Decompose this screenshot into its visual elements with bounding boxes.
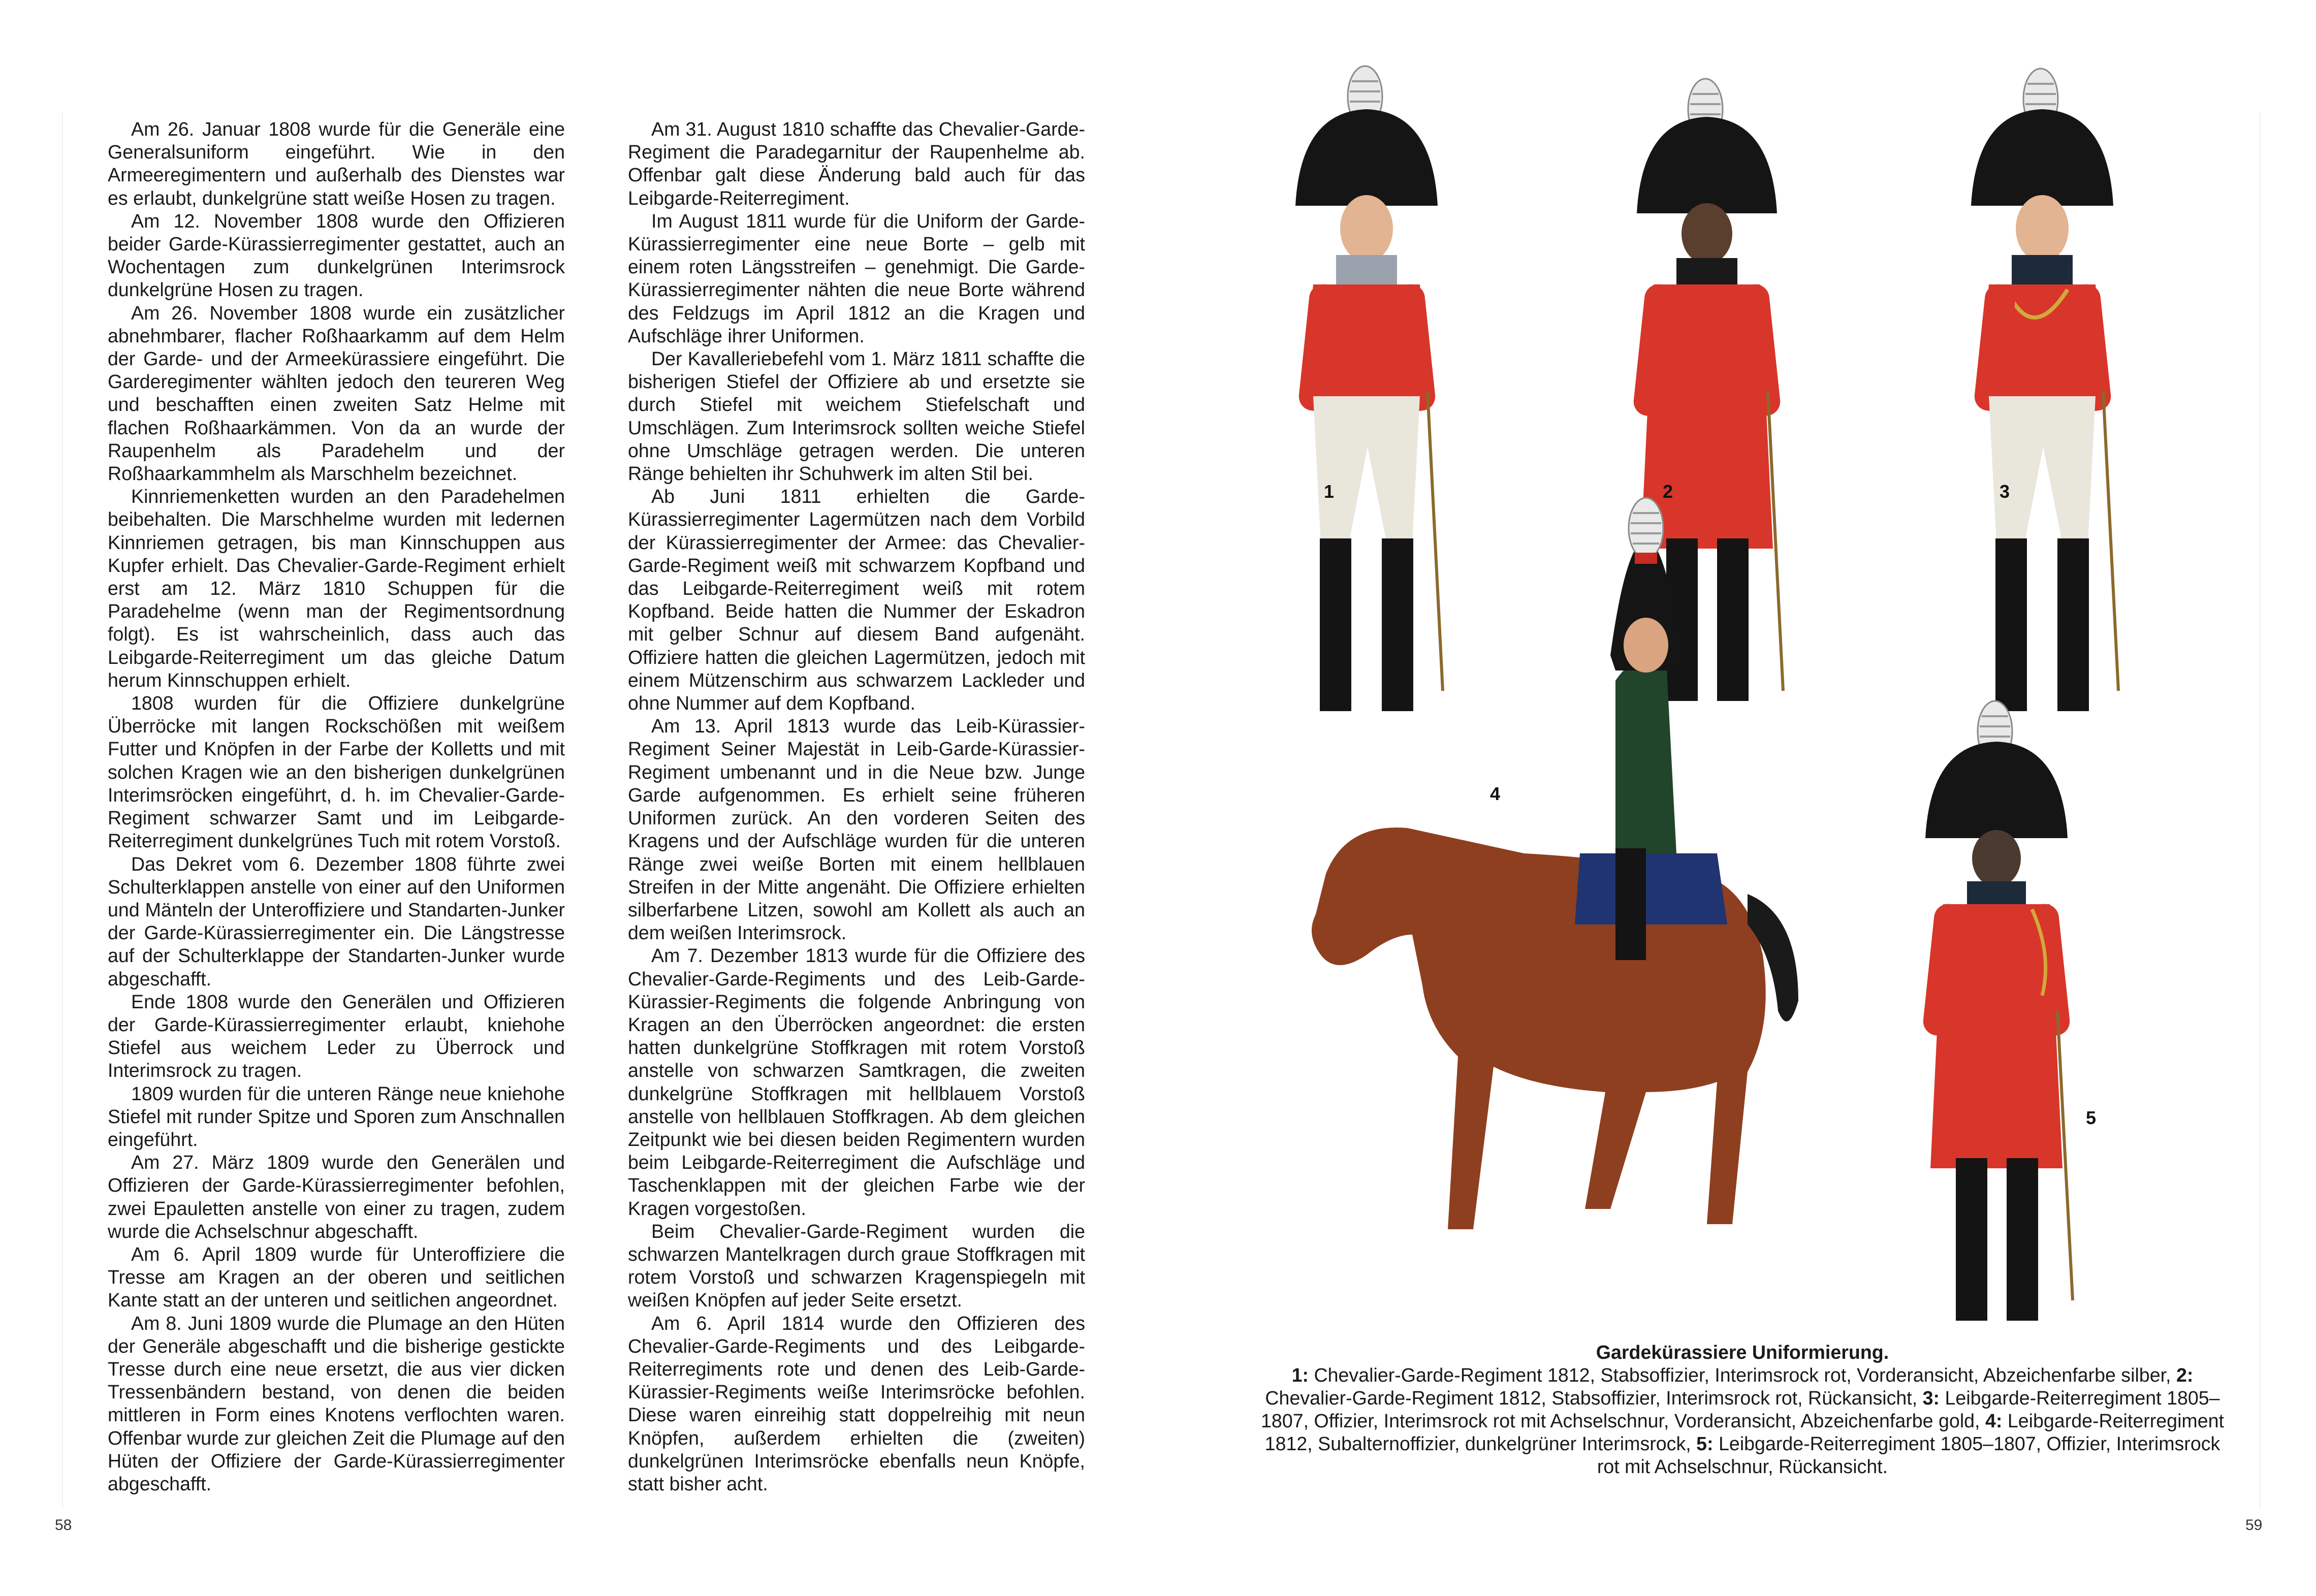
caption-num-2: 2: <box>2176 1364 2194 1386</box>
plate-caption <box>1260 1341 2225 1478</box>
paragraph: Ab Juni 1811 erhielten die Garde-Kürassierregimenter Lagermützen nach dem Vorbild der Kürassierregimenter der Armee: das Chevalier-Garde-Regiment weiß mit schwarzem Kopfband und das Leibgarde-Reiterregiment weiß mit rotem Kopfband. Beide hatten die Nummer der Eskadron mit gelber Schnur auf diesem Band aufgenäht. Offiziere hatten die gleichen Lagermützen, jedoch mit einem Mützenschirm aus schwarzem Lackleder und ohne Nummer auf dem Kopfband. <box>628 486 1085 714</box>
figure-label-2: 2 <box>1663 481 1673 502</box>
paragraph: Am 8. Juni 1809 wurde die Plumage an den Hüten der Generäle abgeschafft und die bisherige gestickte Tresse durch eine neue ersetzt, die aus vier dicken Tressenbändern bestand, von denen die beiden mittleren in Form eines Knotens verflochten waren. Offenbar wurde zur gleichen Zeit die Plumage auf den Hüten der Offiziere der Garde-Kürassierregimenter abgeschafft. <box>108 1312 565 1494</box>
figure-1-officer-front <box>1295 66 1443 711</box>
paragraph: Der Kavalleriebefehl vom 1. März 1811 schaffte die bisherigen Stiefel der Offiziere ab und ersetzte sie durch Stiefel mit weichem Stiefelschaft und Umschlägen. Zum Interimsrock sollten weiche Stiefel ohne Umschläge getragen werden. Die unteren Ränge behielten ihr Schuhwerk im alten Stil bei. <box>628 348 1085 485</box>
left-page-column-1 <box>108 118 565 1495</box>
figure-label-3: 3 <box>2000 481 2010 502</box>
figure-3-officer-front-aiguillette <box>1971 69 2118 711</box>
paragraph: Am 26. Januar 1808 wurde für die Generäle eine Generalsuniform eingeführt. Wie in den Armeeregimentern und außerhalb des Dienstes war es erlaubt, dunkelgrüne statt weiße Hosen zu tragen. <box>108 118 565 209</box>
paragraph: Im August 1811 wurde für die Uniform der Garde-Kürassierregimenter eine neue Borte – gelb mit einem roten Längsstreifen – genehmigt. Die Garde-Kürassierregimenter nähten die neue Borte während des Feldzugs im April 1812 an die Kragen und Aufschläge ihrer Uniformen. <box>628 210 1085 346</box>
caption-num-1: 1: <box>1291 1364 1309 1386</box>
paragraph: Am 13. April 1813 wurde das Leib-Kürassier-Regiment Seiner Majestät in Leib-Garde-Kürassier-Regiment umbenannt und in die Neue bzw. Junge Garde aufgenommen. Es erhielt seine früheren Uniformen zurück. An den vorderen Seiten des Kragens und der Aufschläge wurden für die unteren Ränge zwei weiße Borten mit einem hellblauen Streifen in der Mitte angenäht. Die Offiziere erhielten silberfarbene Litzen, sowohl am Kollett als auch an dem weißen Interimsrock. <box>628 715 1085 944</box>
paragraph: Am 7. Dezember 1813 wurde für die Offiziere des Chevalier-Garde-Regiments und des Leib-Garde-Kürassier-Regiments die folgende Anbringung von Kragen an den Überröcken angeordnet: die ersten hatten dunkelgrüne Stoffkragen mit rotem Vorstoß anstelle von schwarzen Samtkragen, die zweiten dunkelgrüne Stoffkragen mit hellblauem Vorstoß anstelle von hellblauen Stoffkragen. Ab dem gleichen Zeitpunkt wie bei diesen beiden Regimentern wurden beim Leibgarde-Reiterregiment die Aufschläge und Taschenklappen mit der gleichen Farbe wie der Kragen vorgestoßen. <box>628 945 1085 1219</box>
paragraph: 1809 wurden für die unteren Ränge neue kniehohe Stiefel mit runder Spitze und Sporen zum Anschnallen eingeführt. <box>108 1082 565 1150</box>
caption-entry-3: Leibgarde-Reiterregiment 1805–1807, Offizier, Interimsrock rot mit Achselschnur, Vorderansicht, Abzeichenfarbe gold, <box>1261 1387 2220 1431</box>
caption-entry-1: Chevalier-Garde-Regiment 1812, Stabsoffizier, Interimsrock rot, Vorderansicht, Abzeichenfarbe silber, <box>1314 1364 2171 1386</box>
caption-num-4: 4: <box>1985 1410 2003 1431</box>
caption-num-3: 3: <box>1922 1387 1940 1409</box>
caption-entry-4: Leibgarde-Reiterregiment 1812, Subalternoffizier, dunkelgrüner Interimsrock, <box>1264 1410 2224 1454</box>
caption-title: Gardekürassiere Uniformierung. <box>1596 1342 1889 1363</box>
paragraph: Ende 1808 wurde den Generälen und Offizieren der Garde-Kürassierregimenter erlaubt, kniehohe Stiefel aus weichem Leder zu Überrock und Interimsrock zu tragen. <box>108 991 565 1081</box>
paragraph: Am 12. November 1808 wurde den Offizieren beider Garde-Kürassierregimenter gestattet, auch an Wochentagen zum dunkelgrünen Interimsrock dunkelgrüne Hosen zu tragen. <box>108 210 565 301</box>
paragraph: Am 27. März 1809 wurde den Generälen und Offizieren der Garde-Kürassierregimenter befohlen, zwei Epauletten anstelle von einer zu tragen, zudem wurde die Achselschnur abgeschafft. <box>108 1152 565 1242</box>
page-number-right: 59 <box>2245 1517 2263 1534</box>
right-margin-rule <box>2260 112 2261 1509</box>
paragraph: Beim Chevalier-Garde-Regiment wurden die schwarzen Mantelkragen durch graue Stoffkragen mit rotem Vorstoß und schwarzen Kragenspiegeln mit weißen Knöpfen auf jeder Seite ersetzt. <box>628 1220 1085 1311</box>
paragraph: Am 6. April 1814 wurde den Offizieren des Chevalier-Garde-Regiments und des Leibgarde-Reiterregiments rote und denen des Leib-Garde-Kürassier-Regiments weiße Interimsröcke befohlen. Diese waren einreihig statt doppelreihig mit neun Knöpfen, außerdem erhielten die (zweiten) dunkelgrünen Interimsröcke ebenfalls neun Knöpfe, statt bisher acht. <box>628 1312 1085 1494</box>
paragraph: Am 26. November 1808 wurde ein zusätzlicher abnehmbarer, flacher Roßhaarkamm auf dem Helm der Garde- und der Armeekürassiere eingeführt. Die Garderegimenter wählten jedoch den teureren Weg und beschafften einen zweiten Satz Helme mit flachen Roßhaarkämmen. Von da an wurde der Raupenhelm als Paradehelm und der Roßhaarkammhelm als Marschhelm bezeichnet. <box>108 302 565 485</box>
paragraph: Am 31. August 1810 schaffte das Chevalier-Garde-Regiment die Paradegarnitur der Raupenhelme ab. Offenbar galt diese Änderung bald auch für das Leibgarde-Reiterregiment. <box>628 118 1085 209</box>
figure-label-1: 1 <box>1324 481 1335 502</box>
paragraph: Am 6. April 1809 wurde für Unteroffiziere die Tresse am Kragen an der oberen und seitlichen Kante statt an der unteren und seitlichen angeordnet. <box>108 1243 565 1311</box>
figure-label-5: 5 <box>2086 1107 2097 1128</box>
caption-entry-2: Chevalier-Garde-Regiment 1812, Stabsoffizier, Interimsrock rot, Rückansicht, <box>1265 1387 1918 1409</box>
left-page-column-2 <box>628 118 1085 1495</box>
page-number-left: 58 <box>55 1517 72 1534</box>
caption-num-5: 5: <box>1696 1433 1714 1454</box>
caption-entry-5: Leibgarde-Reiterregiment 1805–1807, Offizier, Interimsrock rot mit Achselschnur, Rückansicht. <box>1597 1433 2220 1477</box>
uniform-illustration-plate <box>1260 61 2225 1341</box>
figure-label-4: 4 <box>1490 783 1501 804</box>
left-margin-rule <box>62 112 63 1509</box>
uniform-illustrations <box>1260 61 2225 1341</box>
paragraph: 1808 wurden für die Offiziere dunkelgrüne Überröcke mit langen Rockschößen mit weißem Futter und Knöpfen in der Farbe der Kolletts und mit solchen Kragen wie an den bisherigen dunkelgrünen Interimsröcken eingeführt, d. h. im Chevalier-Garde-Regiment schwarzer Samt und im Leibgarde-Reiterregiment dunkelgrünes Tuch mit rotem Vorstoß. <box>108 692 565 852</box>
paragraph: Kinnriemenketten wurden an den Paradehelmen beibehalten. Die Marschhelme wurden mit ledernen Kinnriemen getragen, bis man Kinnschuppen aus Kupfer erhielt. Das Chevalier-Garde-Regiment erhielt erst am 12. März 1810 Schuppen für die Paradehelme (wenn man der Regimentsordnung folgt). Es ist wahrscheinlich, dass auch das Leibgarde-Reiterregiment um das gleiche Datum herum Kinnschuppen erhielt. <box>108 486 565 691</box>
figure-5-officer-back <box>1922 701 2073 1321</box>
paragraph: Das Dekret vom 6. Dezember 1808 führte zwei Schulterklappen anstelle von einer auf den Uniformen und Mänteln der Unteroffiziere und Standarten-Junker der Garde-Kürassierregimenter ein. Die Längstresse auf der Schulterklappe der Standarten-Junker wurde abgeschafft. <box>108 853 565 989</box>
